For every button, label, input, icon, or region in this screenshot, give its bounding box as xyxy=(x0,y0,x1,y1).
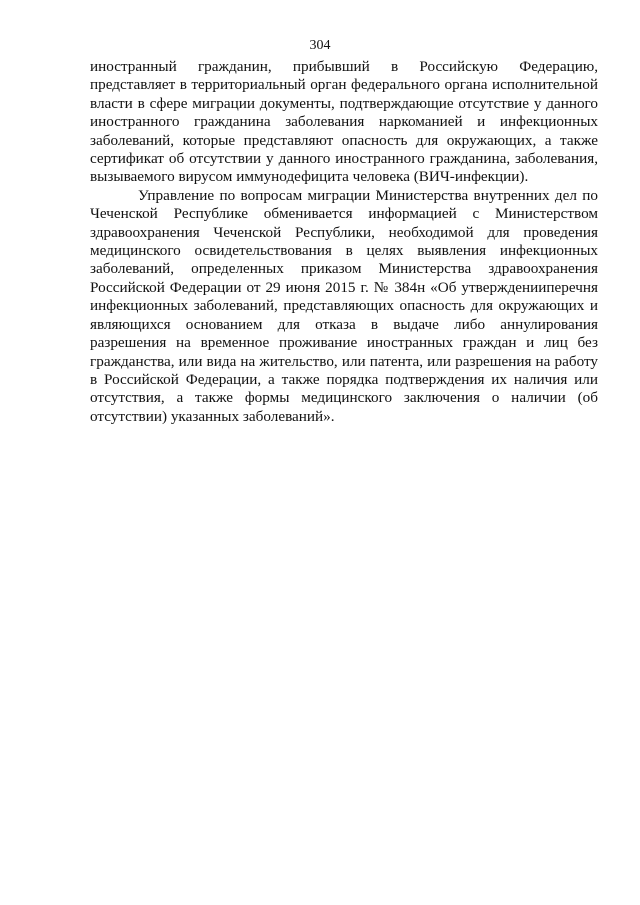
page-number: 304 xyxy=(309,38,331,53)
document-body xyxy=(90,58,598,426)
paragraph-migration-info-exchange: Управление по вопросам миграции Министерства внутренних дел по Чеченской Республике обменивается информацией с Министерством здравоохранения Чеченской Республики, необходимой для проведения медицинского освидетельствования в целях выявления инфекционных заболеваний, определенных приказом Министерства здравоохранения Российской Федерации от 29 июня 2015 г. № 384н «Об утвержденииперечня инфекционных заболеваний, представляющих опасность для окружающих и являющихся основанием для отказа в выдаче либо аннулирования разрешения на временное проживание иностранных граждан и лиц без гражданства, или вида на жительство, или патента, или разрешения на работу в Российской Федерации, а также порядка подтверждения их наличия или отсутствия, а также формы медицинского заключения о наличии (об отсутствии) указанных заболеваний». xyxy=(90,186,598,425)
paragraph-continuation: иностранный гражданин, прибывший в Российскую Федерацию, представляет в территориальный орган федерального органа исполнительной власти в сфере миграции документы, подтверждающие отсутствие у данного иностранного гражданина заболевания наркоманией и инфекционных заболеваний, которые представляют опасность для окружающих, а также сертификат об отсутствии у данного иностранного гражданина, заболевания, вызываемого вирусом иммунодефицита человека (ВИЧ-инфекции). xyxy=(90,58,598,186)
